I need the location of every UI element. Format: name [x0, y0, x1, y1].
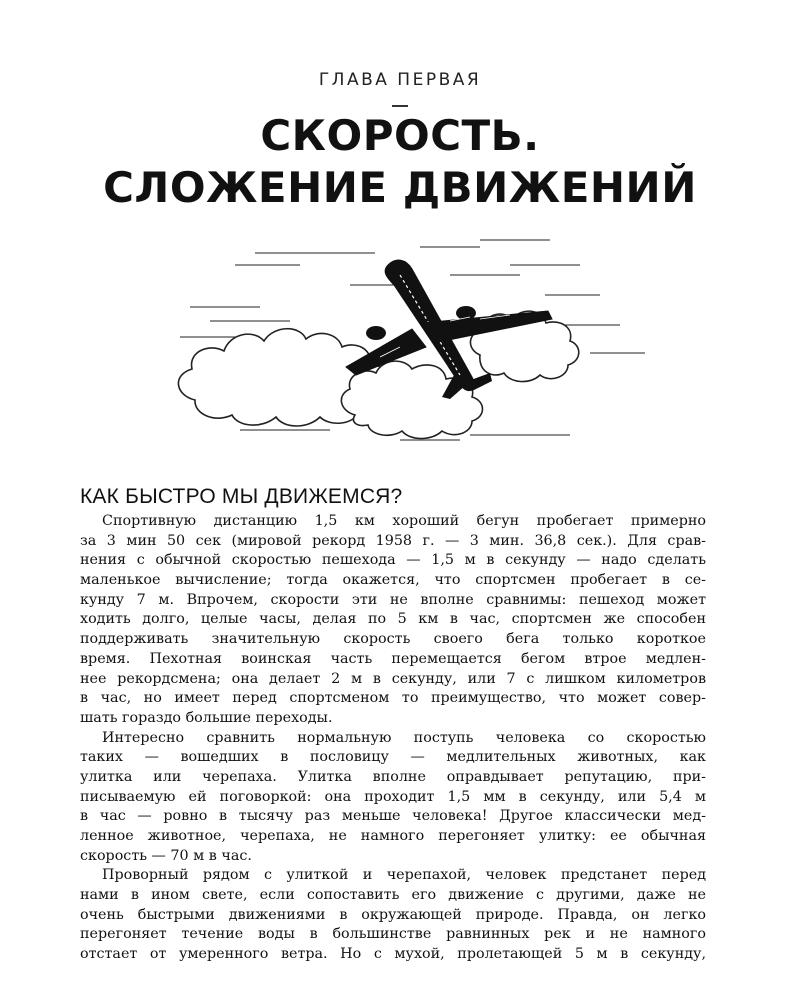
- chapter-title: [0, 110, 800, 214]
- text-line: ходить долго, целые часы, делая по 5 км в час, спортсмен же способен: [80, 611, 706, 628]
- text-line: нения с обычной скоростью пешехода — 1,5 м в секунду — надо сделать: [80, 552, 706, 569]
- text-line: Спортивную дистанцию 1,5 км хороший бегун пробегает примерно: [102, 513, 706, 529]
- text-line: маленькое вычисление; тогда окажется, что спортсмен пробегает в се-: [80, 572, 706, 589]
- paragraph-2: [80, 729, 706, 867]
- paragraph-3: [80, 866, 706, 964]
- chapter-label: ГЛАВА ПЕРВАЯ: [318, 70, 482, 90]
- chapter-title-line-1: СКОРОСТЬ.: [260, 111, 540, 160]
- text-line: писываемую ей поговоркой: она проходит 1,5 мм в секунду, или 5,4 м: [80, 788, 706, 805]
- text-line: Проворный рядом с улиткой и черепахой, человек предстанет перед: [102, 867, 706, 884]
- text-line: ленное животное, черепаха, не намного перегоняет улитку: ее обычная: [80, 828, 706, 844]
- text-line: в час, но имеет перед спортсменом то преимущество, что может совер-: [80, 690, 706, 707]
- airplane-in-clouds-illustration: [150, 225, 650, 450]
- text-line: перегоняет течение воды в большинстве равнинных рек и не намного: [80, 926, 706, 943]
- text-line: отстает от умеренного ветра. Но с мухой, пролетающей 5 м в секунду,: [80, 946, 706, 963]
- text-line: за 3 мин 50 сек (мировой рекорд 1958 г. — 3 мин. 36,8 сек.). Для срав-: [80, 532, 706, 549]
- text-line: поддерживать значительную скорость своего бега только короткое: [80, 631, 706, 648]
- text-line: нее рекордсмена; она делает 2 м в секунду, или 7 с лишком километров: [80, 670, 706, 687]
- text-line: нами в ином свете, если сопоставить его движение с другими, даже не: [80, 887, 706, 904]
- text-line: скорость — 70 м в час.: [80, 847, 252, 864]
- body-text: [80, 512, 706, 965]
- chapter-title-line-2: СЛОЖЕНИЕ ДВИЖЕНИЙ: [103, 163, 697, 212]
- text-line: улитка или черепаха. Улитка вполне оправдывает репутацию, при-: [80, 768, 706, 785]
- text-line: в час — ровно в тысячу раз меньше человека! Другое классически мед-: [80, 808, 706, 825]
- paragraph-1: [80, 512, 706, 729]
- text-line: кунду 7 м. Впрочем, скорости эти не вполне сравнимы: пешеход может: [80, 591, 706, 608]
- text-line: шать гораздо большие переходы.: [80, 709, 333, 726]
- text-line: таких — вошедших в пословицу — медлительных животных, как: [80, 749, 706, 766]
- text-line: очень быстрыми движениями в окружающей природе. Правда, он легко: [80, 906, 706, 923]
- text-line: время. Пехотная воинская часть перемещается бегом втрое медлен-: [80, 650, 706, 667]
- text-line: Интересно сравнить нормальную поступь человека со скоростью: [102, 729, 706, 746]
- chapter-dash: [392, 105, 408, 107]
- section-heading: КАК БЫСТРО МЫ ДВИЖЕМСЯ?: [80, 485, 403, 508]
